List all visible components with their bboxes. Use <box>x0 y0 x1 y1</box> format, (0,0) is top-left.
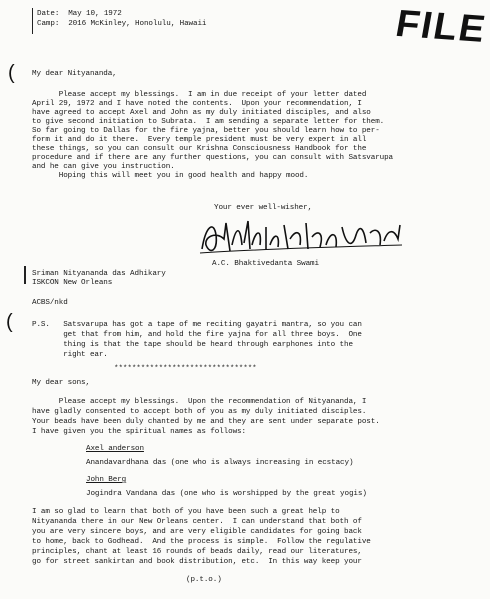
file-stamp: FILE <box>392 3 490 51</box>
recipient-bracket <box>24 266 26 284</box>
ps-line: thing is that the tape should be heard through earphones into the <box>32 341 353 349</box>
body-line: you are very sincere boys, and are very eligible candidates for going back <box>32 528 362 536</box>
body-line: go for street sankirtan and book distribution, etc. In this way keep your <box>32 558 362 566</box>
body-line: and he can give you instruction. <box>32 163 175 171</box>
body-line: April 29, 1972 and I have noted the contents. Upon your recommendation, I <box>32 100 362 108</box>
body-line: Nityananda there in our New Orleans center. I can understand that both of <box>32 518 362 526</box>
body-line: Please accept my blessings. Upon the recommendation of Nityananda, I <box>32 398 367 406</box>
ps-line: get that from him, and hold the fire yajna for all three boys. One <box>32 331 362 339</box>
recipient-place: ISKCON New Orleans <box>32 279 113 287</box>
body-line: principles, chant at least 16 rounds of beads daily, read our literatures, <box>32 548 362 556</box>
body-line: have gladly consented to accept both of you as my duly initiated disciples. <box>32 408 367 416</box>
typist-initials: ACBS/nkd <box>32 299 68 307</box>
ps-line: right ear. <box>32 351 108 359</box>
body-line: these things, so you can consult our Krishna Consciousness Handbook for the <box>32 145 367 153</box>
body-line: procedure and if there are any further questions, you can consult with Satsvarupa <box>32 154 394 162</box>
date-line: Date: May 10, 1972 <box>37 10 122 18</box>
closing-1: Your ever well-wisher, <box>214 204 313 212</box>
body-line: have agreed to accept Axel and John as my duly initiated disciples, and also <box>32 109 371 117</box>
punch-hole-mark: ( <box>8 62 15 84</box>
body-line: to give second initiation to Subrata. I am sending a separate letter for them. <box>32 118 385 126</box>
body-line: I have given you the spiritual names as follows: <box>32 428 246 436</box>
signer-name: A.C. Bhaktivedanta Swami <box>212 260 319 268</box>
header-bracket <box>32 8 33 34</box>
handwritten-signature <box>196 215 406 259</box>
body-line: So far going to Dallas for the fire yajna, better you should learn how to per- <box>32 127 380 135</box>
body-line: to home, back to Godhead. And the process is simple. Follow the regulative <box>32 538 371 546</box>
salutation-1: My dear Nityananda, <box>32 70 117 78</box>
punch-hole-mark: ( <box>6 311 13 333</box>
salutation-2: My dear sons, <box>32 379 90 387</box>
disciple-name: John Berg <box>86 476 127 484</box>
spiritual-name: Jogindra Vandana das (one who is worshipped by the great yogis) <box>86 490 367 498</box>
body-line: I am so glad to learn that both of you have been such a great help to <box>32 508 340 516</box>
recipient-name: Sriman Nityananda das Adhikary <box>32 270 166 278</box>
page-turn-note: (p.t.o.) <box>186 576 222 584</box>
asterisk-divider: ******************************** <box>114 365 257 373</box>
spiritual-name: Anandavardhana das (one who is always increasing in ecstacy) <box>86 459 354 467</box>
ps-line: P.S. Satsvarupa has got a tape of me reciting gayatri mantra, so you can <box>32 321 362 329</box>
body-line: Your beads have been duly chanted by me and they are sent under separate post. <box>32 418 380 426</box>
body-line: Hoping this will meet you in good health and happy mood. <box>32 172 309 180</box>
camp-line: Camp: 2016 McKinley, Honolulu, Hawaii <box>37 20 207 28</box>
body-line: form it and do it there. Every temple president must be very expert in all <box>32 136 367 144</box>
disciple-name: Axel anderson <box>86 445 144 453</box>
body-line: Please accept my blessings. I am in due receipt of your letter dated <box>32 91 367 99</box>
